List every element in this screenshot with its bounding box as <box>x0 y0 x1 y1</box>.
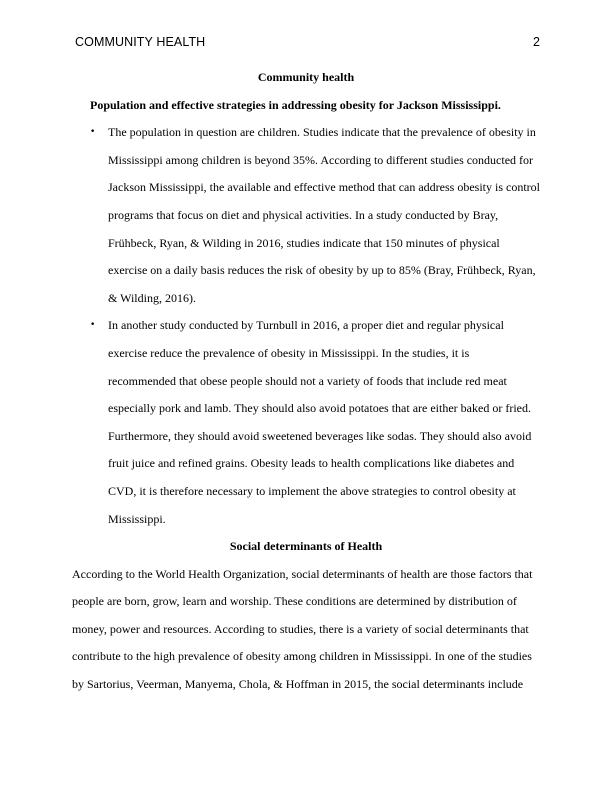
body-paragraph: According to the World Health Organization, social determinants of health are those factors that people are born, grow, learn and worship. These conditions are determined by distribution of money, power and resources. According to studies, there is a variety of social determinants that contribute to the high prevalence of obesity among children in Mississippi. In one of the studies by Sartorius, Veerman, Manyema, Chola, & Hoffman in 2015, the social determinants include <box>72 566 533 692</box>
page-number: 2 <box>533 35 540 49</box>
document-body <box>72 64 540 699</box>
bullet-text: In another study conducted by Turnbull in 2016, a proper diet and regular physical exercise reduce the prevalence of obesity in Mississippi. In the studies, it is recommended that obese people should not a variety of foods that include red meat especially pork and lamb. They should also avoid potatoes that are either baked or fried. Furthermore, they should avoid sweetened beverages like sodas. They should also avoid fruit juice and refined grains. Obesity leads to health complications like diabetes and CVD, it is therefore necessary to implement the above strategies to control obesity at Mississippi. <box>108 318 532 526</box>
bullet-text: The population in question are children. Studies indicate that the prevalence of obesity in Mississippi among children is beyond 35%. According to different studies conducted for Jackson Mississippi, the available and effective method that can address obesity is control programs that focus on diet and physical activities. In a study conducted by Bray, Frühbeck, Ryan, & Wilding in 2016, studies indicate that 150 minutes of physical exercise on a daily basis reduces the risk of obesity by up to 85% (Bray, Frühbeck, Ryan, & Wilding, 2016). <box>108 125 541 305</box>
bullet-icon: • <box>90 320 96 331</box>
section-heading: Social determinants of Health <box>229 539 383 554</box>
document-subtitle: Population and effective strategies in addressing obesity for Jackson Mississippi. <box>90 97 501 112</box>
document-title: Community health <box>257 70 355 84</box>
bullet-icon: • <box>90 127 96 138</box>
bullet-item <box>72 119 540 312</box>
bullet-list <box>72 119 540 533</box>
bullet-item <box>72 312 540 533</box>
running-head: COMMUNITY HEALTH <box>75 35 206 49</box>
